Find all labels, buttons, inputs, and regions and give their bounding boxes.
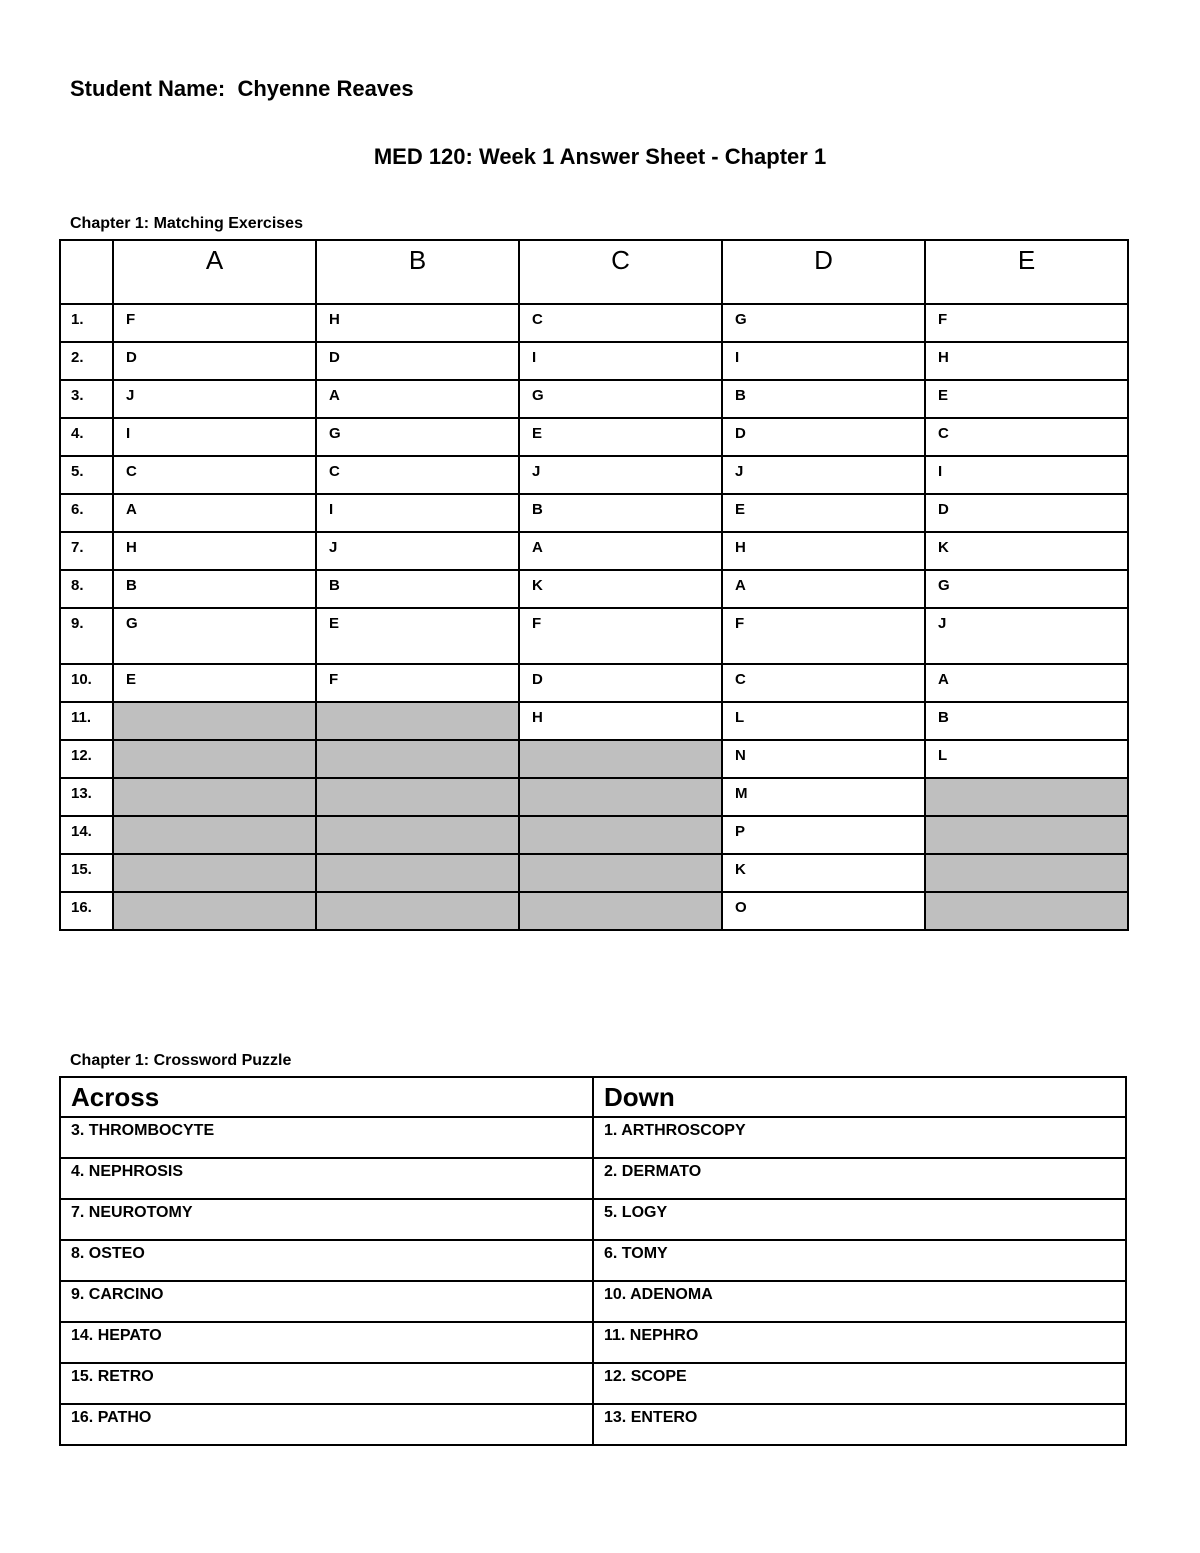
matching-row [60, 456, 1128, 494]
answer-cell-d: O [722, 892, 925, 930]
shaded-cell [519, 778, 722, 816]
down-answer: 6. TOMY [593, 1240, 1126, 1281]
answer-cell-a: G [113, 608, 316, 664]
column-header-d: D [722, 240, 925, 304]
answer-cell-a: F [113, 304, 316, 342]
matching-section-label: Chapter 1: Matching Exercises [70, 215, 303, 232]
across-answer: 3. THROMBOCYTE [60, 1117, 593, 1158]
answer-cell-b: C [316, 456, 519, 494]
answer-cell-d: J [722, 456, 925, 494]
crossword-table [59, 1076, 1127, 1446]
column-header-b: B [316, 240, 519, 304]
row-number: 6. [60, 494, 113, 532]
crossword-row [60, 1404, 1126, 1445]
answer-cell-e: K [925, 532, 1128, 570]
across-answer: 16. PATHO [60, 1404, 593, 1445]
crossword-row [60, 1158, 1126, 1199]
answer-cell-d: K [722, 854, 925, 892]
answer-cell-a: I [113, 418, 316, 456]
matching-row [60, 304, 1128, 342]
row-number: 12. [60, 740, 113, 778]
answer-cell-d: G [722, 304, 925, 342]
matching-row [60, 892, 1128, 930]
crossword-header-row [60, 1077, 1126, 1117]
column-header-e: E [925, 240, 1128, 304]
answer-cell-d: C [722, 664, 925, 702]
answer-cell-d: E [722, 494, 925, 532]
shaded-cell [925, 816, 1128, 854]
student-name-label: Student Name: [70, 76, 226, 101]
matching-row [60, 570, 1128, 608]
answer-cell-c: G [519, 380, 722, 418]
across-answer: 4. NEPHROSIS [60, 1158, 593, 1199]
down-header: Down [593, 1077, 1126, 1117]
shaded-cell [316, 816, 519, 854]
matching-row [60, 380, 1128, 418]
answer-cell-e: H [925, 342, 1128, 380]
answer-cell-a: H [113, 532, 316, 570]
answer-cell-c: D [519, 664, 722, 702]
row-number: 13. [60, 778, 113, 816]
answer-cell-d: F [722, 608, 925, 664]
shaded-cell [113, 816, 316, 854]
answer-cell-a: E [113, 664, 316, 702]
down-answer: 5. LOGY [593, 1199, 1126, 1240]
answer-cell-e: L [925, 740, 1128, 778]
row-number: 5. [60, 456, 113, 494]
matching-row [60, 664, 1128, 702]
answer-cell-d: I [722, 342, 925, 380]
answer-cell-a: C [113, 456, 316, 494]
answer-cell-a: D [113, 342, 316, 380]
crossword-row [60, 1281, 1126, 1322]
matching-row [60, 608, 1128, 664]
answer-cell-e: E [925, 380, 1128, 418]
row-number: 7. [60, 532, 113, 570]
matching-table [59, 239, 1129, 931]
matching-row [60, 816, 1128, 854]
matching-row [60, 702, 1128, 740]
answer-cell-e: D [925, 494, 1128, 532]
shaded-cell [316, 854, 519, 892]
down-answer: 12. SCOPE [593, 1363, 1126, 1404]
shaded-cell [113, 778, 316, 816]
shaded-cell [113, 702, 316, 740]
answer-cell-c: F [519, 608, 722, 664]
matching-row [60, 494, 1128, 532]
answer-cell-e: G [925, 570, 1128, 608]
answer-cell-a: A [113, 494, 316, 532]
page-title: MED 120: Week 1 Answer Sheet - Chapter 1 [373, 144, 827, 169]
across-answer: 8. OSTEO [60, 1240, 593, 1281]
row-number: 9. [60, 608, 113, 664]
answer-cell-e: A [925, 664, 1128, 702]
answer-cell-e: F [925, 304, 1128, 342]
across-answer: 9. CARCINO [60, 1281, 593, 1322]
matching-row [60, 532, 1128, 570]
answer-cell-b: J [316, 532, 519, 570]
student-name-line [70, 76, 414, 102]
matching-row [60, 778, 1128, 816]
row-number: 2. [60, 342, 113, 380]
shaded-cell [519, 816, 722, 854]
shaded-cell [316, 892, 519, 930]
column-header-a: A [113, 240, 316, 304]
shaded-cell [113, 740, 316, 778]
crossword-row [60, 1240, 1126, 1281]
row-number: 14. [60, 816, 113, 854]
student-name-value: Chyenne Reaves [237, 76, 414, 101]
down-answer: 13. ENTERO [593, 1404, 1126, 1445]
answer-cell-d: P [722, 816, 925, 854]
crossword-row [60, 1199, 1126, 1240]
down-answer: 11. NEPHRO [593, 1322, 1126, 1363]
answer-cell-c: B [519, 494, 722, 532]
row-number: 3. [60, 380, 113, 418]
answer-cell-b: D [316, 342, 519, 380]
answer-cell-c: C [519, 304, 722, 342]
shaded-cell [519, 892, 722, 930]
answer-cell-b: B [316, 570, 519, 608]
answer-cell-b: H [316, 304, 519, 342]
answer-cell-d: A [722, 570, 925, 608]
row-number: 16. [60, 892, 113, 930]
answer-cell-d: N [722, 740, 925, 778]
down-answer: 10. ADENOMA [593, 1281, 1126, 1322]
crossword-section-label: Chapter 1: Crossword Puzzle [70, 1052, 292, 1069]
answer-cell-c: E [519, 418, 722, 456]
row-number: 15. [60, 854, 113, 892]
answer-cell-c: H [519, 702, 722, 740]
across-answer: 15. RETRO [60, 1363, 593, 1404]
shaded-cell [316, 702, 519, 740]
column-header-c: C [519, 240, 722, 304]
answer-cell-b: E [316, 608, 519, 664]
answer-cell-a: B [113, 570, 316, 608]
shaded-cell [519, 854, 722, 892]
across-answer: 7. NEUROTOMY [60, 1199, 593, 1240]
answer-cell-b: F [316, 664, 519, 702]
shaded-cell [925, 892, 1128, 930]
shaded-cell [925, 778, 1128, 816]
answer-cell-e: J [925, 608, 1128, 664]
shaded-cell [113, 854, 316, 892]
row-number: 4. [60, 418, 113, 456]
answer-cell-a: J [113, 380, 316, 418]
matching-row [60, 418, 1128, 456]
matching-row [60, 854, 1128, 892]
across-header: Across [60, 1077, 593, 1117]
answer-cell-d: M [722, 778, 925, 816]
shaded-cell [519, 740, 722, 778]
shaded-cell [316, 778, 519, 816]
answer-cell-b: G [316, 418, 519, 456]
shaded-cell [113, 892, 316, 930]
answer-cell-c: I [519, 342, 722, 380]
shaded-cell [316, 740, 519, 778]
crossword-row [60, 1363, 1126, 1404]
row-number: 8. [60, 570, 113, 608]
matching-corner-cell [60, 240, 113, 304]
crossword-row [60, 1322, 1126, 1363]
matching-header-row [60, 240, 1128, 304]
answer-cell-d: H [722, 532, 925, 570]
answer-cell-b: A [316, 380, 519, 418]
row-number: 11. [60, 702, 113, 740]
answer-cell-d: B [722, 380, 925, 418]
matching-row [60, 342, 1128, 380]
answer-cell-c: J [519, 456, 722, 494]
down-answer: 1. ARTHROSCOPY [593, 1117, 1126, 1158]
across-answer: 14. HEPATO [60, 1322, 593, 1363]
answer-cell-b: I [316, 494, 519, 532]
answer-cell-e: C [925, 418, 1128, 456]
down-answer: 2. DERMATO [593, 1158, 1126, 1199]
answer-cell-e: B [925, 702, 1128, 740]
matching-row [60, 740, 1128, 778]
answer-cell-d: L [722, 702, 925, 740]
crossword-row [60, 1117, 1126, 1158]
answer-cell-c: A [519, 532, 722, 570]
answer-cell-d: D [722, 418, 925, 456]
row-number: 1. [60, 304, 113, 342]
shaded-cell [925, 854, 1128, 892]
answer-cell-c: K [519, 570, 722, 608]
answer-cell-e: I [925, 456, 1128, 494]
row-number: 10. [60, 664, 113, 702]
